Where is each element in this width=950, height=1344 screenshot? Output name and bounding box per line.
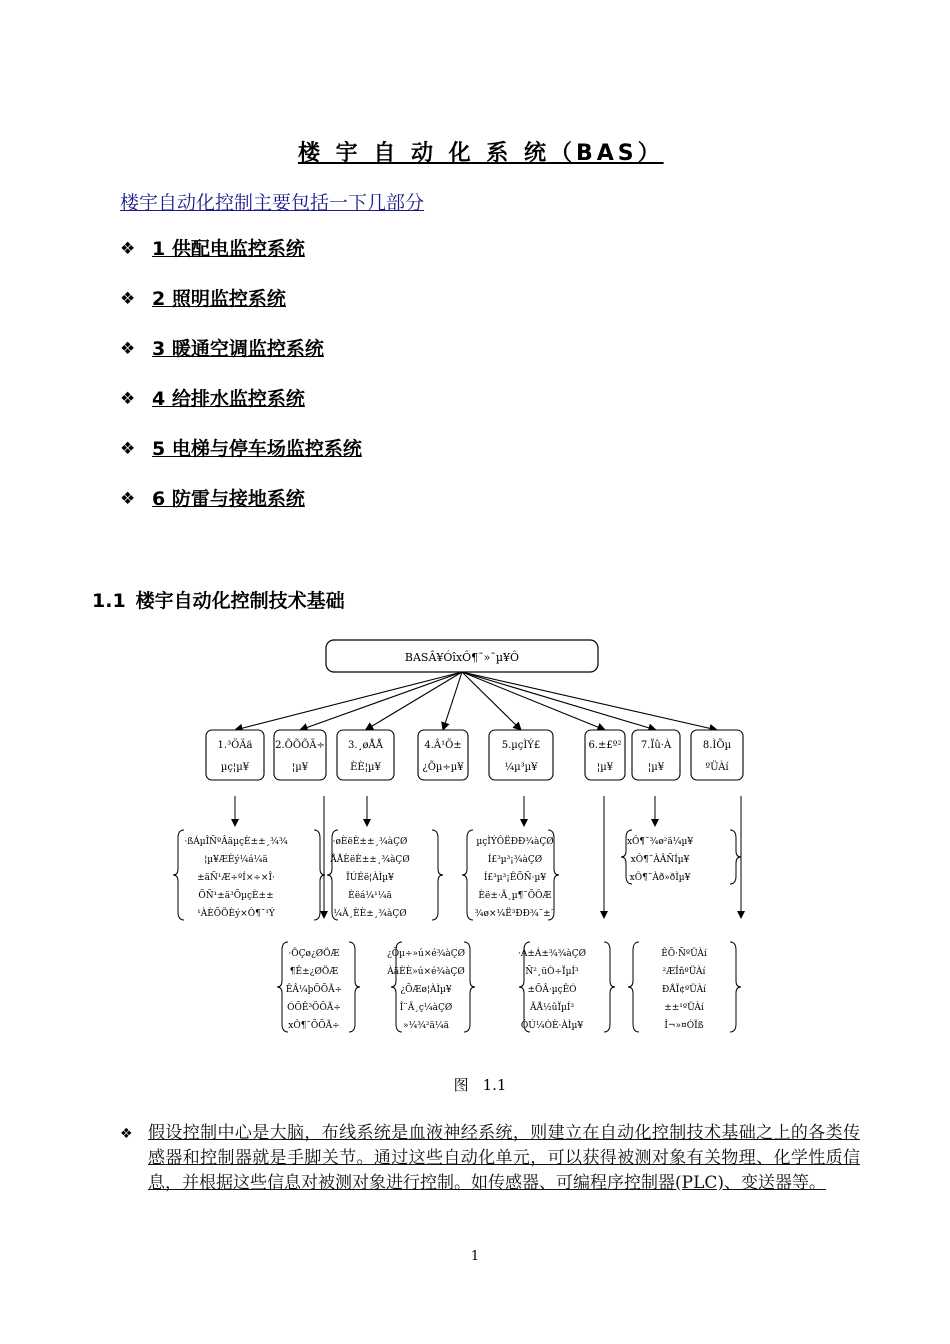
diagram-item-label: ±äÑ¹Æ÷ºÍ×÷×Î· [197, 873, 275, 883]
diagram-item-label: xÔ¶¯¾ø²ä¼µ¥ [626, 837, 694, 847]
diagram-item-label: Í£³µ³¡¾àÇØ [487, 855, 543, 865]
diagram-node-label: ÈÈ¦µ¥ [350, 762, 381, 773]
diagram-node-label: µç¦µ¥ [220, 762, 250, 773]
list-item-label[interactable]: 5 电梯与停车场监控系统 [152, 438, 362, 460]
diagram-item-label: xÔ¶¯ÕÕÃ÷ [288, 1021, 340, 1031]
list-item [120, 236, 362, 286]
list-item [120, 486, 362, 536]
diagram-brace [462, 830, 473, 920]
diagram-item-label: xÔ¶¯Àð»ðÌµ¥ [629, 873, 691, 883]
list-item [120, 386, 362, 436]
diagram-arrow [235, 672, 462, 730]
diamond-bullet-icon: ❖ [120, 289, 136, 309]
diagram-node-label: 2.ÕÕÕÃ÷ [275, 740, 325, 751]
figure-caption [440, 1074, 520, 1095]
diagram-item-label: »¼¾²ä¼ä [402, 1021, 450, 1031]
diagram-item-label: ·ÖÇø¿ØÖÆ [288, 949, 340, 959]
diagram-node-label: ºÜÀí [705, 762, 729, 773]
diagram-item-label: Èë±·Ä¸µ¶¯ÕÔÆ [478, 891, 552, 901]
diagram-node-label: 7.Ïû·À [640, 740, 672, 751]
diamond-bullet-icon: ❖ [120, 239, 136, 259]
diagram-node-label: 5.µçÌÝ£ [501, 740, 541, 751]
bas-structure-diagram [170, 630, 770, 1060]
caption-number: 1.1 [482, 1076, 507, 1094]
diagram-item-label: ÓÕÊ³ÕÕÃ÷ [287, 1003, 341, 1013]
diagram-brace [464, 942, 475, 1032]
diagram-canvas [170, 630, 770, 1060]
diagram-node-label: ¿Õµ÷µ¥ [422, 762, 464, 773]
diagram-item-label: Ñ²¸üÒ÷ÏµÍ³ [525, 967, 579, 977]
list-item [120, 336, 362, 386]
diagram-item-label: ¦µ¥ÆÈý¼á¼ä [204, 855, 268, 865]
diagram-node-label: ¼µ³µ¥ [504, 762, 538, 773]
diagram-item-label: ·À±Á±¾¾àÇØ [517, 949, 587, 959]
section-title: 楼宇自动化控制技术基础 [135, 590, 345, 612]
list-item-label[interactable]: 4 给排水监控系统 [152, 388, 305, 410]
diagram-item-label: Í£³µ³¡ÊÕÑ·µ¥ [483, 873, 547, 883]
section-heading [92, 586, 345, 613]
list-item-label[interactable]: 1 供配电监控系统 [152, 238, 305, 260]
section-number: 1.1 [92, 590, 126, 612]
diagram-root-label: BASÂ¥ÓîxÔ¶¯»¯µ¥Ô [404, 651, 520, 664]
diagram-brace [730, 830, 741, 884]
diagram-item-label: µçÌÝÔËÐÐ¾àÇØ [476, 837, 554, 847]
diagram-item-label: ÓÚ¼ÒÈ·ÀÌµ¥ [520, 1021, 584, 1031]
diagram-item-label: ¹ÀÈÕÖÈý×Ô¶¯¹Ý [197, 909, 275, 919]
diagram-item-label: ¾ø×¼Ë³ÐÐ¾¯±¨ [474, 909, 556, 919]
page-title: 楼 宇 自 动 化 系 统（BAS） [298, 141, 664, 166]
diagram-item-label: Î¨Ä¸ç¼àÇØ [399, 1003, 453, 1013]
list-item-label[interactable]: 3 暖通空调监控系统 [152, 338, 324, 360]
diamond-bullet-icon: ❖ [120, 439, 136, 459]
diagram-item-label: ±ÕÂ·µçÊÓ [527, 985, 577, 995]
diagram-item-label: ÀäÈÈ»ú×é¾àÇØ [387, 967, 465, 977]
diagram-brace [432, 830, 443, 920]
diagram-node-label: ¦µ¥ [596, 762, 614, 773]
diagram-brace [628, 942, 639, 1032]
diagram-item-label: ÐÅÏ¢ºÜÀí [662, 985, 706, 995]
list-item-label[interactable]: 2 照明监控系统 [152, 288, 286, 310]
diagram-item-label: ¼Ä¸ÈÈ±¸¾àÇØ [333, 909, 407, 919]
diagram-item-label: ÏÚÉë¦ÀÌµ¥ [346, 873, 394, 883]
diagram-item-label: Î¬»¤ÓÏß [664, 1021, 704, 1031]
diagram-node-label: ¦µ¥ [291, 762, 309, 773]
system-list [120, 236, 362, 536]
diamond-bullet-icon: ❖ [120, 339, 136, 359]
diagram-item-label: ²ÆÎñºÜÀí [662, 967, 706, 977]
diagram-brace [730, 942, 741, 1032]
diagram-item-label: ¶Ê±¿ØÖÆ [289, 967, 339, 977]
list-item [120, 286, 362, 336]
diagram-brace [349, 942, 360, 1032]
diagram-item-label: ¿ÕÆø¦ÀÌµ¥ [400, 985, 452, 995]
page-number: 1 [470, 1249, 480, 1264]
diagram-item-label: xÔ¶¯ÀÂÑÍµ¥ [630, 855, 690, 865]
list-item-label[interactable]: 6 防雷与接地系统 [152, 488, 305, 510]
diamond-bullet-icon: ❖ [120, 389, 136, 409]
diagram-item-label: ±±¹ºÜÀí [664, 1003, 704, 1013]
diagram-item-label: ·ßÁµÎÑºÂäµçÈ±±¸¾¾ [184, 837, 288, 847]
diamond-bullet-icon: ❖ [120, 1126, 133, 1142]
diagram-arrow [443, 672, 462, 730]
diagram-item-label: Èëá¼¹¼ä [348, 891, 392, 901]
diagram-item-label: ÕÑ¹±ä³ÕµçÈ±± [198, 891, 274, 901]
diagram-item-label: ¿Õµ÷»ú×é¾àÇØ [386, 949, 466, 959]
diagram-node-label: ¦µ¥ [647, 762, 665, 773]
subtitle-link[interactable]: 楼宇自动化控制主要包括一下几部分 [120, 192, 425, 214]
diagram-brace [604, 942, 615, 1032]
diagram-arrow [462, 672, 717, 730]
diagram-node-label: 4.Â¹Ö± [424, 740, 462, 751]
body-paragraph: 假设控制中心是大脑，布线系统是血液神经系统，则建立在自动化控制技术基础之上的各类传感器和控制器就是手脚关节。通过这些自动化单元，可以获得被测对象有关物理、化学性质信息，并根据这些信息对被测对象进行控制。如传感器、可编程序控制器(PLC)、变送器等。 [148, 1123, 860, 1193]
diagram-item-label: ÅÅÈëÈ±±¸¾àÇØ [330, 855, 410, 865]
caption-label: 图 [453, 1076, 469, 1094]
diagram-brace [314, 830, 325, 920]
diagram-node-label: 6.±£º² [588, 740, 622, 751]
diagram-node-label: 3.¸øÅÅ [347, 740, 384, 751]
diagram-item-label: ·øÈëÈ±±¸¾àÇØ [332, 837, 408, 847]
diagram-arrow [462, 672, 605, 730]
list-item [120, 436, 362, 486]
diagram-item-label: ÊÕ·ÑºÜÀí [661, 949, 707, 959]
diagram-node-label: 8.ÌÕµ [702, 740, 732, 751]
diagram-item-label: ÊÂ¼þÕÕÃ÷ [285, 985, 343, 995]
diagram-node-label: 1.³ÖÄä [217, 740, 253, 751]
diagram-brace [173, 830, 184, 920]
diamond-bullet-icon: ❖ [120, 489, 136, 509]
diagram-item-label: ÃÅ½ûÏµÍ³ [529, 1003, 575, 1013]
